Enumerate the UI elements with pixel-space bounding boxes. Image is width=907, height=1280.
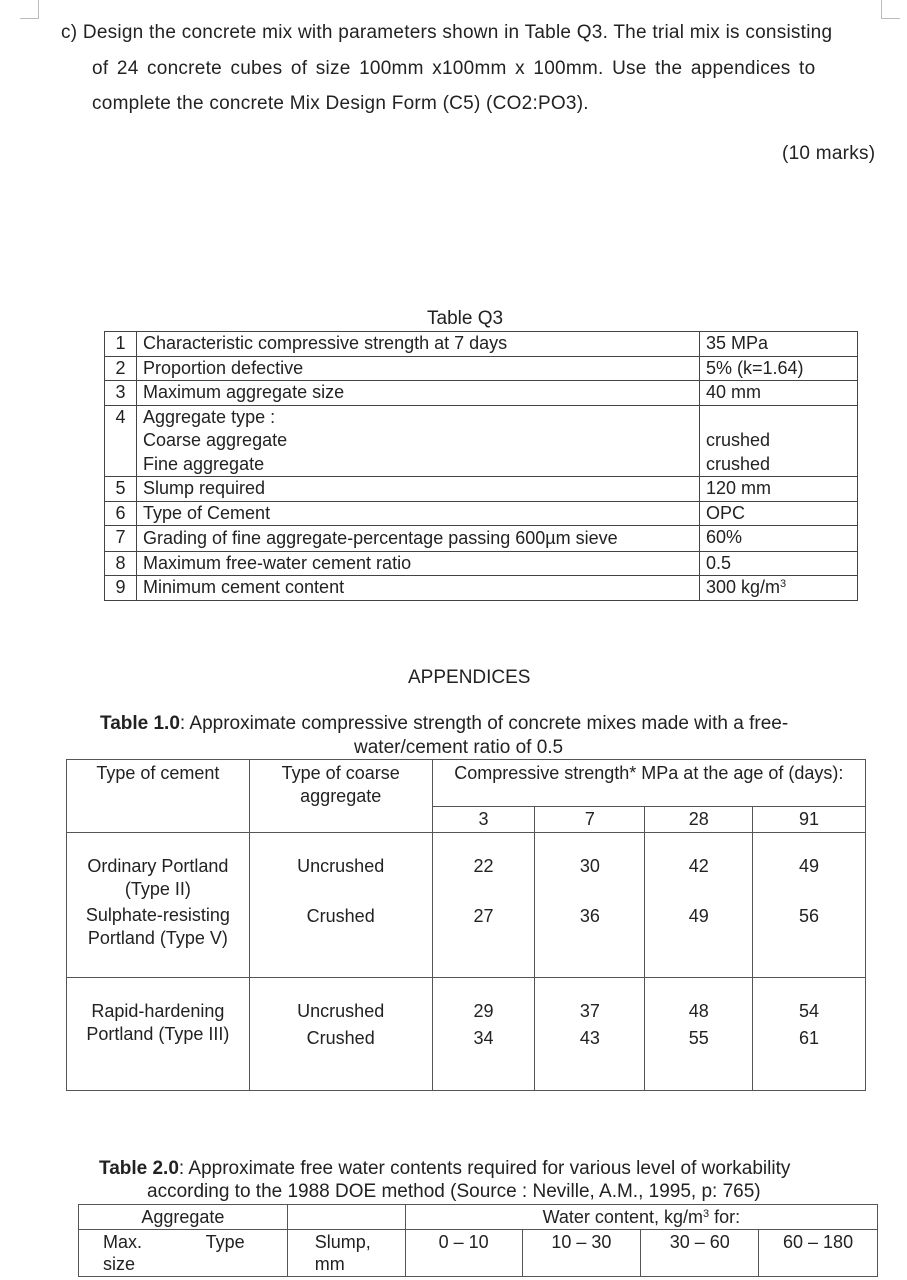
table-row [67,978,866,1027]
table-row [105,356,858,381]
table-row [105,501,858,526]
age-header: 28 [645,807,753,833]
table1-caption [100,713,788,735]
header-type: Type [163,1230,287,1277]
table-2 [78,1204,878,1277]
parameter-label: Characteristic compressive strength at 7 days [137,332,700,357]
table-header-row [79,1205,878,1230]
table-row [105,405,858,477]
question-line-3: complete the concrete Mix Design Form (C5) (CO2:PO3). [92,93,589,114]
table-row [105,576,858,601]
table2-caption-label: Table 2.0 [99,1158,179,1179]
water-content-text: Water content, kg/m [542,1207,703,1227]
strength-value: 42 [645,833,753,905]
strength-value: 56 [753,904,866,978]
header-aggregate: Aggregate [141,1207,225,1227]
table2-caption-text: : Approximate free water contents required for various level of workability [178,1158,791,1179]
strength-value: 37 [535,978,645,1027]
aggregate-type: Uncrushed [249,978,432,1027]
row-number: 4 [105,405,137,477]
parameter-value [700,405,858,477]
strength-value: 22 [432,833,535,905]
table1-caption-line2: water/cement ratio of 0.5 [354,737,564,758]
age-header: 7 [535,807,645,833]
row-number: 2 [105,356,137,381]
strength-value: 49 [753,833,866,905]
strength-value: 27 [432,904,535,978]
table-row [67,833,866,905]
slump-range: 0 – 10 [405,1230,522,1277]
strength-value: 48 [645,978,753,1027]
aggregate-type: Crushed [249,904,432,978]
table-row [67,904,866,978]
table-q3-title: Table Q3 [427,308,504,329]
page-corner-mark [20,0,39,19]
row-number: 9 [105,576,137,601]
parameter-label: Grading of fine aggregate-percentage passing 600µm sieve [137,526,700,552]
age-header: 3 [432,807,535,833]
aggregate-type: Crushed [249,1026,432,1091]
cement-type: Ordinary Portland (Type II) [87,856,229,899]
table-header-row [67,760,866,807]
header-slump: Slump, mm [287,1230,405,1277]
strength-value: 34 [432,1026,535,1091]
slump-range: 10 – 30 [522,1230,641,1277]
row-number: 5 [105,477,137,502]
parameter-value: 5% (k=1.64) [700,356,858,381]
table-row [105,477,858,502]
superscript: 3 [702,1208,710,1220]
table1-caption-label: Table 1.0 [100,713,180,734]
fine-aggregate-label: Fine aggregate [143,453,265,474]
header-type-of-cement: Type of cement [67,760,250,833]
coarse-aggregate-label: Coarse aggregate [143,430,288,450]
strength-value: 49 [645,904,753,978]
water-content-suffix: for: [709,1207,741,1227]
fine-aggregate-value: crushed [706,453,771,474]
cement-content-value: 300 kg/m [706,577,781,597]
strength-value: 30 [535,833,645,905]
strength-value: 55 [645,1026,753,1091]
parameter-value: 120 mm [700,477,858,502]
aggregate-type: Uncrushed [249,833,432,905]
age-header: 91 [753,807,866,833]
parameter-label [137,405,700,477]
table-row [105,526,858,552]
page-corner-mark [881,0,900,19]
parameter-label: Slump required [137,477,700,502]
question-line-2: of 24 concrete cubes of size 100mm x100mm x 100mm. Use the appendices to [92,58,816,79]
marks-label: (10 marks) [782,143,876,164]
header-type-of-coarse-aggregate: Type of coarse aggregate [249,760,432,833]
slump-range: 60 – 180 [759,1230,878,1277]
strength-value: 54 [753,978,866,1027]
header-slump-spacer [287,1205,405,1230]
parameter-value: 0.5 [700,551,858,576]
table-row [105,332,858,357]
table1-caption-text: : Approximate compressive strength of concrete mixes made with a free- [179,713,789,734]
table-1 [66,759,866,1091]
strength-value: 43 [535,1026,645,1091]
row-number: 8 [105,551,137,576]
coarse-aggregate-value: crushed [706,430,771,450]
parameter-value: 60% [700,526,858,552]
row-number: 6 [105,501,137,526]
superscript: 3 [780,578,787,590]
aggregate-type-label: Aggregate type : [143,406,276,427]
parameter-value: OPC [700,501,858,526]
parameter-label: Maximum free-water cement ratio [137,551,700,576]
question-line-1: c) Design the concrete mix with parameters shown in Table Q3. The trial mix is consisting [61,22,833,43]
strength-value: 29 [432,978,535,1027]
header-water-content [405,1205,877,1230]
parameter-label: Type of Cement [137,501,700,526]
parameter-label: Minimum cement content [137,576,700,601]
slump-range: 30 – 60 [641,1230,759,1277]
table2-caption [99,1158,790,1180]
row-number: 1 [105,332,137,357]
parameter-value [700,576,858,601]
table2-caption-line2: according to the 1988 DOE method (Source : Neville, A.M., 1995, p: 765) [147,1181,761,1202]
header-compressive-strength: Compressive strength* MPa at the age of (days): [432,760,865,807]
row-number: 3 [105,381,137,406]
row-number: 7 [105,526,137,552]
table-header-row [79,1230,878,1277]
strength-value: 36 [535,904,645,978]
table-row [105,381,858,406]
parameter-value: 35 MPa [700,332,858,357]
appendices-heading: APPENDICES [408,667,531,688]
table-row [105,551,858,576]
cement-type: Sulphate-resisting Portland (Type V) [67,904,250,978]
strength-value: 61 [753,1026,866,1091]
cement-type: Rapid-hardening Portland (Type III) [86,1001,230,1044]
parameter-label: Maximum aggregate size [137,381,700,406]
table-q3 [104,331,858,601]
header-max-size: Max. size [79,1230,164,1277]
parameter-label: Proportion defective [137,356,700,381]
parameter-value: 40 mm [700,381,858,406]
